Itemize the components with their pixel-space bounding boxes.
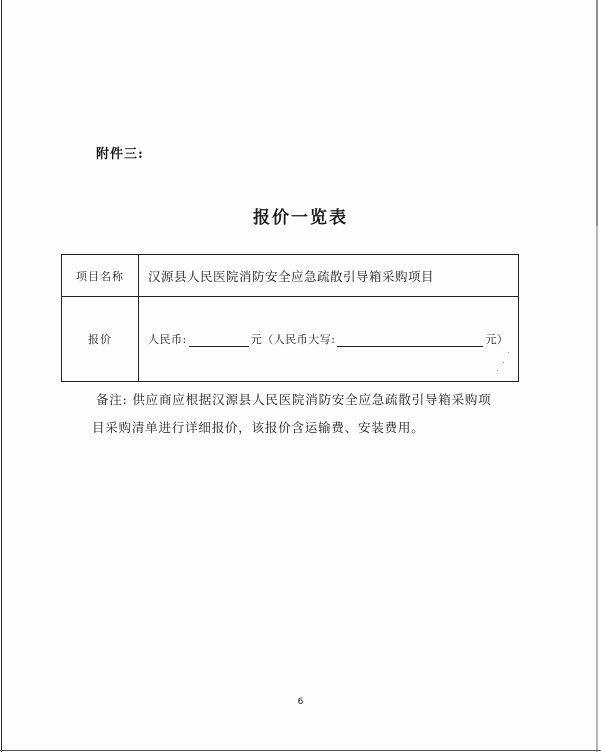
rmb-uppercase-blank [337,334,483,347]
rmb-amount-blank [189,334,249,347]
scan-edge-right [596,0,598,752]
attachment-label: 附件三: [96,147,144,162]
uppercase-suffix: 元） [485,333,509,346]
scan-edge-bottom [0,750,601,751]
page-title: 报价一览表 [253,208,348,228]
price-line [148,331,508,347]
table-row-project-name [62,255,518,297]
note-line-2: 目采购清单进行详细报价，该报价含运输费、安装费用。 [92,420,425,435]
note-paragraph [92,386,526,442]
rmb-prefix: 人民币: [148,333,187,346]
column-divider [138,297,139,381]
price-label: 报价 [88,333,112,346]
project-name-label: 项目名称 [76,269,124,283]
page-number: 6 [297,697,304,707]
column-divider [138,255,139,296]
rmb-suffix: 元（人民币大写: [250,333,336,346]
scan-speck [497,370,498,371]
scan-edge-left [1,0,2,752]
price-value [148,297,510,381]
scan-speck [503,362,504,363]
project-name-value: 汉源县人民医院消防安全应急疏散引导箱采购项目 [148,268,435,284]
note-line-1: 备注: 供应商应根据汉源县人民医院消防安全应急疏散引导箱采购项 [96,392,492,407]
scan-speck [508,352,509,353]
table-row-price [62,297,518,381]
quote-table [61,254,519,382]
